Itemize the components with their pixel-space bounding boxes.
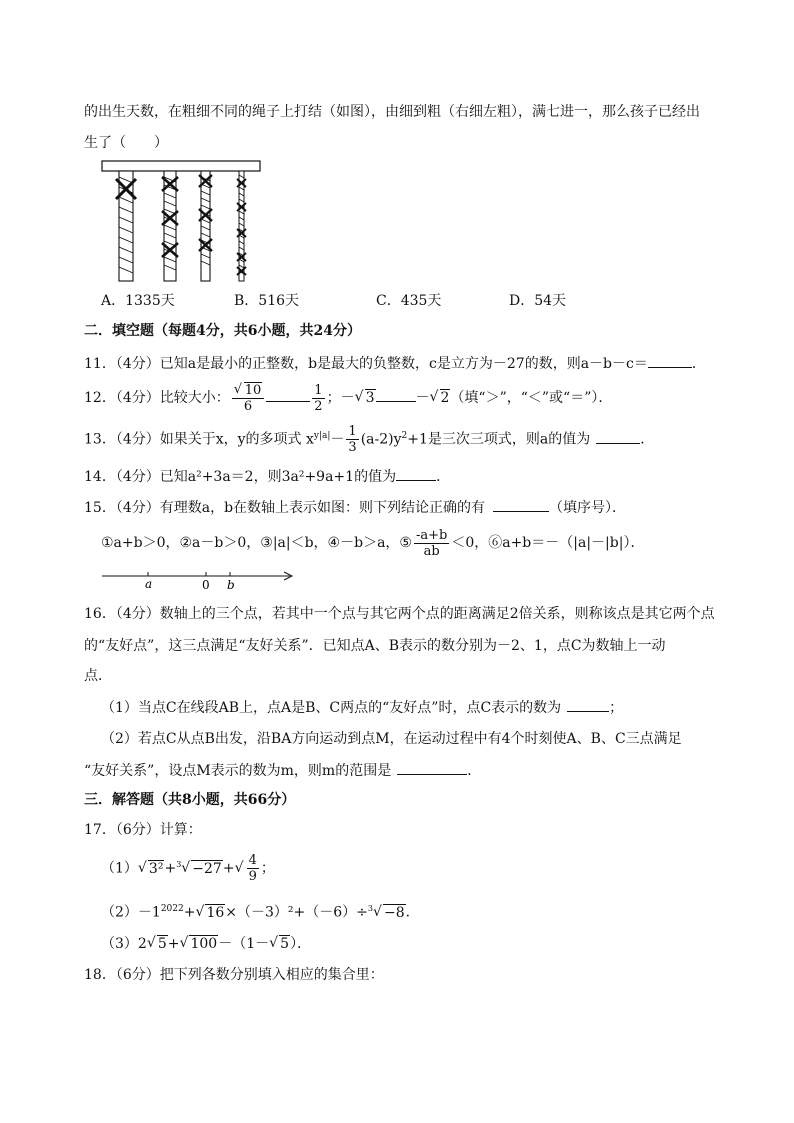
q17-p1-label: （1） bbox=[101, 860, 138, 877]
q16-p1: （1）当点C在线段AB上，点A是B、C两点的“友好点”时，点C表示的数为 bbox=[101, 700, 562, 716]
axis-label-b: b bbox=[227, 578, 235, 592]
q11-end: ． bbox=[691, 356, 706, 372]
choice-a: A．1335天 bbox=[101, 293, 175, 309]
q17-p2-end: ． bbox=[405, 904, 420, 921]
q17-p3-r2: 100 bbox=[190, 936, 218, 952]
q17 bbox=[84, 820, 202, 840]
q12-r2: 2 bbox=[440, 390, 450, 406]
q13-frac-num: 1 bbox=[348, 424, 357, 440]
q12-blank2 bbox=[376, 387, 416, 402]
q10-line2: 生了（ ） bbox=[84, 135, 168, 151]
q11 bbox=[84, 353, 706, 374]
q17-p3-end: ）． bbox=[290, 936, 312, 952]
q16-num: 16． bbox=[84, 606, 116, 622]
q18-text: （6分）把下列各数分别填入相应的集合里： bbox=[115, 967, 384, 983]
q17-p2-r2: −8 bbox=[384, 904, 405, 921]
rope-3 bbox=[199, 171, 212, 281]
q16-p1-end: ； bbox=[609, 700, 624, 716]
q16-text1: （4分）数轴上的三个点，若其中一个点与其它两个点的距离满足2倍关系，则称该点是其它两个点 bbox=[115, 606, 715, 622]
q14-num: 14． bbox=[84, 469, 116, 485]
q13-frac bbox=[346, 424, 358, 455]
q13-mid: (a-2)y bbox=[360, 431, 402, 448]
q17-p1-frac bbox=[247, 853, 259, 884]
q13 bbox=[84, 420, 654, 456]
rope-2 bbox=[162, 171, 178, 281]
q17-p2-mid: + bbox=[183, 904, 196, 921]
q11-answer-blank bbox=[648, 353, 692, 368]
q15-frac-den: ab bbox=[423, 543, 440, 559]
q12-frac1 bbox=[232, 383, 265, 414]
q12-r1: 3 bbox=[365, 390, 375, 406]
q17-p1-fnum: √ 4 bbox=[248, 853, 257, 869]
q12-frac1-den: 6 bbox=[243, 398, 253, 414]
q12-post: （填“＞”，“＜”或“＝”）． bbox=[450, 390, 613, 406]
q16-part1 bbox=[101, 697, 623, 718]
q13-sup1: y|a| bbox=[313, 431, 331, 441]
q15-number-line bbox=[100, 566, 296, 592]
q12-mid: ；－ bbox=[326, 390, 355, 406]
q17-p1-end: ； bbox=[260, 860, 275, 877]
q12-mid2: － bbox=[415, 390, 430, 406]
choice-d: D．54天 bbox=[509, 293, 567, 309]
q13-end: ． bbox=[640, 431, 655, 448]
q17-p3-post: －（1－ bbox=[218, 936, 270, 952]
q13-post: +1是三次三项式，则a的值为 bbox=[407, 431, 591, 448]
q12-frac2-num: 1 bbox=[314, 382, 323, 398]
choice-b: B．516天 bbox=[234, 293, 300, 309]
q14-answer-blank bbox=[396, 466, 436, 481]
q16-p1-blank bbox=[567, 697, 609, 712]
q13-pre: （4分）如果关于x，y的多项式 x bbox=[115, 431, 314, 448]
q17-part2: $(2)-1^{2022}+√$ 16×（－3）²+（－6）÷$^3$√ −8． bbox=[101, 899, 420, 923]
q15-post: （填序号）． bbox=[549, 500, 627, 516]
choice-c: C．435天 bbox=[376, 293, 442, 309]
q12-pre: （4分）比较大小： bbox=[115, 390, 230, 406]
q17-p1-r2: −27 bbox=[192, 860, 222, 877]
q16-p2b: “友好关系”，设点M表示的数为m，则m的范围是 bbox=[84, 763, 392, 779]
q15-opts-post: ＜0，⑥a+b＝－（|a|－|b|）． bbox=[451, 535, 645, 551]
axis-label-0: 0 bbox=[202, 578, 210, 592]
q18-num: 18． bbox=[84, 967, 116, 983]
q15-frac bbox=[414, 528, 449, 559]
q17-p2-r: 16 bbox=[206, 904, 225, 921]
q12-blank1 bbox=[266, 387, 310, 402]
q16-line1 bbox=[84, 604, 715, 624]
q14-end: ． bbox=[436, 469, 451, 485]
q12-num: 12． bbox=[84, 390, 116, 406]
q17-p1-r1: 3² bbox=[148, 860, 164, 877]
q11-num: 11． bbox=[84, 356, 116, 372]
q12-frac2 bbox=[312, 383, 324, 414]
q14 bbox=[84, 466, 450, 487]
q15-num: 15． bbox=[84, 500, 116, 516]
q17-p3-r3: 5 bbox=[280, 936, 290, 952]
q13-frac-den: 3 bbox=[348, 440, 357, 456]
q13-answer-blank bbox=[596, 429, 640, 444]
q12-frac2-den: 2 bbox=[314, 398, 323, 414]
knot-rope-figure bbox=[100, 157, 264, 283]
section3-heading: 三．解答题（共8小题，共66分） bbox=[84, 792, 296, 808]
q12-frac1-num: 10 bbox=[244, 382, 262, 398]
q14-text: （4分）已知a²+3a＝2，则3a²+9a+1的值为 bbox=[115, 469, 397, 485]
q16-p2-blank bbox=[397, 760, 467, 775]
q15-frac-num: -a+b bbox=[415, 527, 448, 543]
rope-1 bbox=[116, 171, 136, 281]
q10-line1: 的出生天数，在粗细不同的绳子上打结（如图），由细到粗（右细左粗），满七进一，那么孩子已经出 bbox=[84, 104, 700, 120]
q15-answer-blank bbox=[493, 497, 549, 512]
q16-part2b bbox=[84, 760, 481, 781]
q17-part3 bbox=[101, 934, 311, 954]
q17-part1: （1）√ 3²+$^3$√ −27+ √ $\frac{4}{9}$ ； bbox=[101, 848, 275, 886]
section2-heading: 二．填空题（每题4分，共6小题，共24分） bbox=[84, 323, 361, 339]
q15-opts-pre: ①a+b＞0，②a－b＞0，③|a|＜b，④－b＞a，⑤ bbox=[101, 535, 412, 551]
rope-4 bbox=[237, 171, 246, 281]
q17-text: （6分）计算： bbox=[115, 822, 202, 838]
q13-sup2: 2 bbox=[401, 431, 408, 441]
q15-text: （4分）有理数a，b在数轴上表示如图：则下列结论正确的有 bbox=[115, 500, 486, 516]
q15 bbox=[84, 497, 626, 518]
q17-p2-post: ×（－3）²+（－6）÷ bbox=[225, 904, 368, 921]
q17-p3-r1: 5 bbox=[157, 936, 167, 952]
q17-p3-label: （3）2 bbox=[101, 936, 147, 952]
q12 bbox=[84, 382, 612, 414]
q16-line2: 的“友好点”，这三点满足“友好关系”．已知点A、B表示的数分别为－2、1，点C为数轴上一动 bbox=[84, 638, 666, 654]
q13-minus: － bbox=[330, 431, 345, 448]
q17-p2-label: （2）－1 bbox=[101, 904, 161, 921]
q16-line3: 点． bbox=[84, 668, 112, 684]
q17-num: 17． bbox=[84, 822, 116, 838]
q17-p3-mid: + bbox=[167, 936, 180, 952]
q16-p2-end: ． bbox=[467, 763, 482, 779]
axis-label-a: a bbox=[145, 577, 153, 591]
q11-text: （4分）已知a是最小的正整数，b是最大的负整数，c是立方为－27的数，则a－b－c＝ bbox=[115, 356, 648, 372]
q15-options bbox=[101, 527, 644, 559]
q18 bbox=[84, 965, 384, 985]
q17-p2-exp: 2022 bbox=[160, 904, 184, 914]
q13-num: 13． bbox=[84, 431, 116, 448]
q17-p1-fden: 9 bbox=[248, 869, 257, 885]
q16-part2a: （2）若点C从点B出发，沿BA方向运动到点M，在运动过程中有4个时刻使A、B、C三点满足 bbox=[101, 731, 682, 747]
